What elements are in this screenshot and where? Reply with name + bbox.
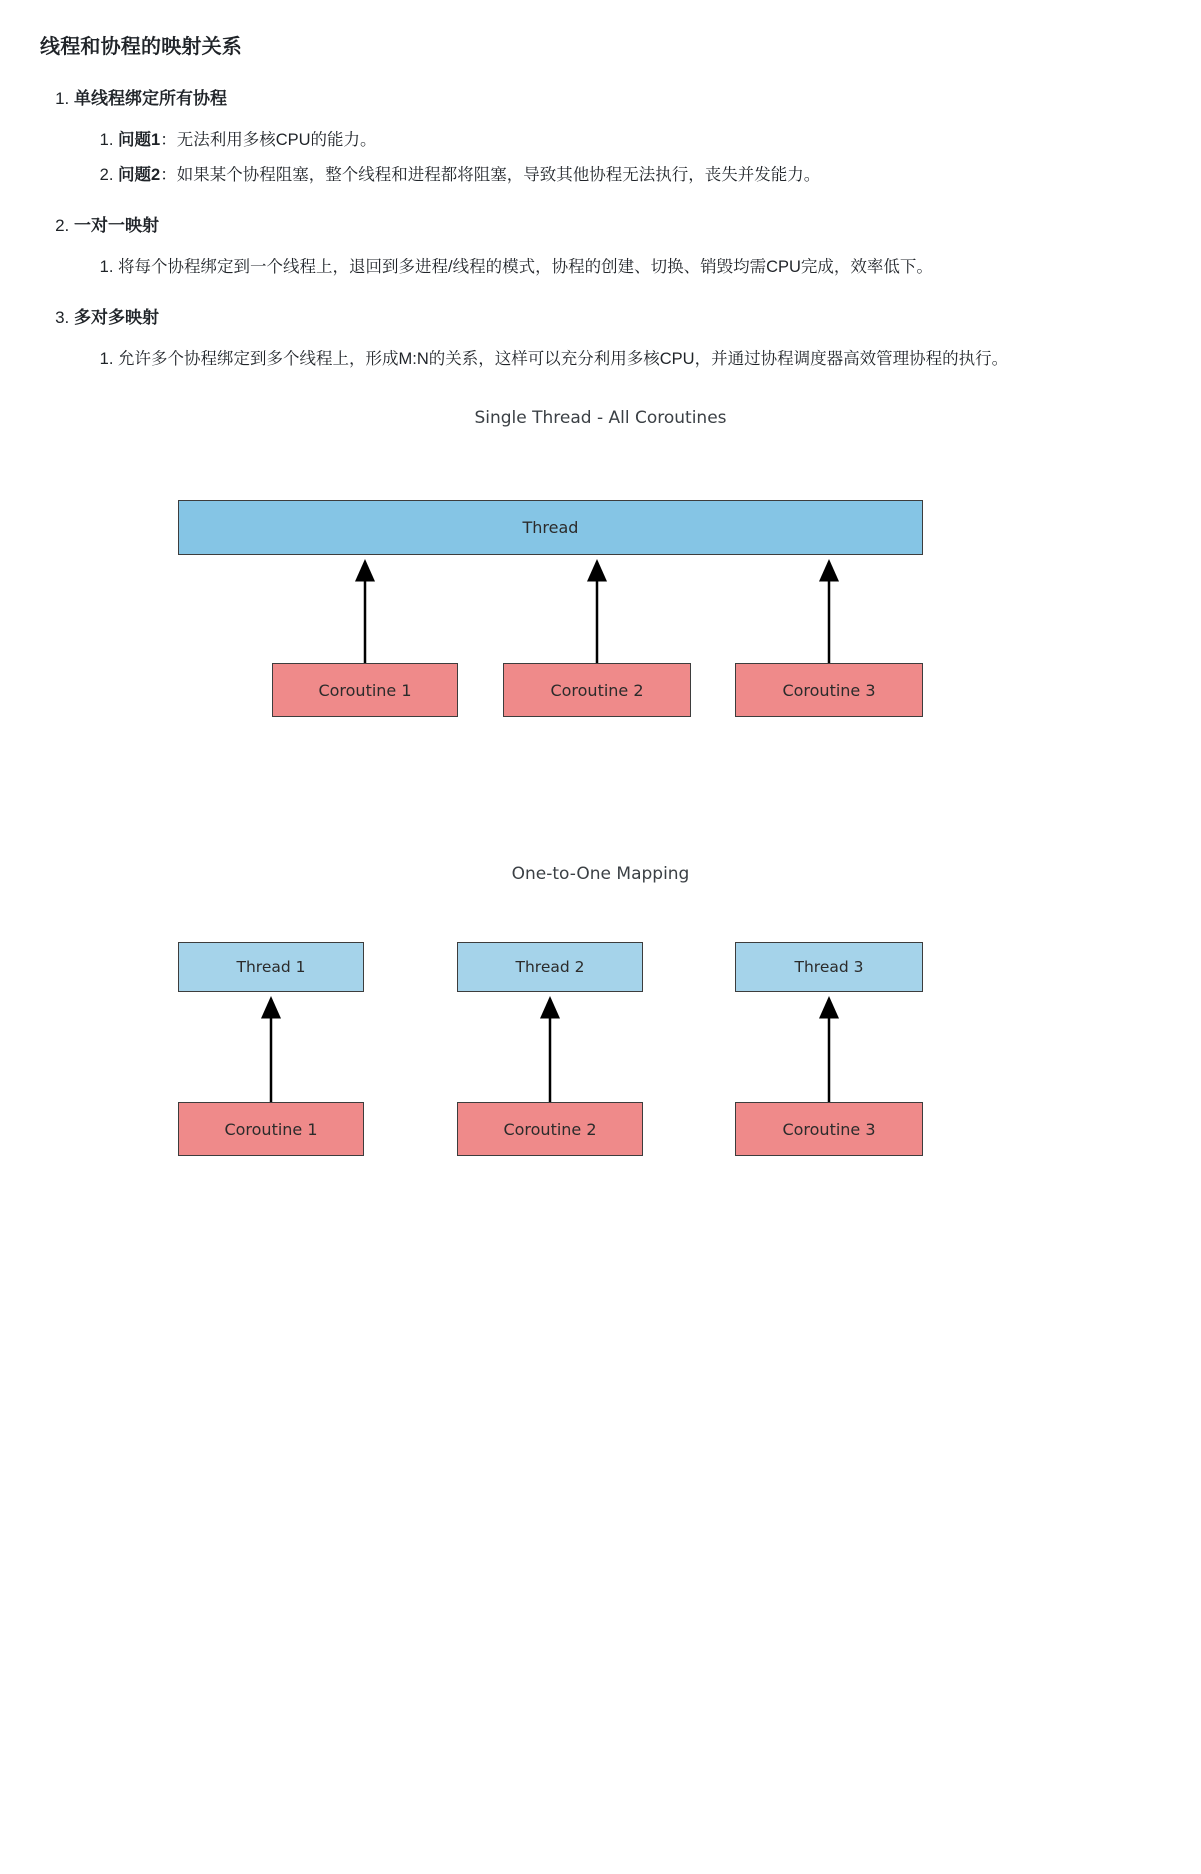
figure-caption: Single Thread - All Coroutines [474, 408, 727, 429]
diagram-one-to-one [40, 942, 1161, 1232]
coroutine-box-label: Coroutine 1 [224, 1119, 318, 1139]
thread-box-label: Thread 1 [236, 958, 306, 977]
coroutine-box-label: Coroutine 2 [503, 1119, 597, 1139]
sub-list-2 [74, 253, 1161, 282]
thread-box-label: Thread 2 [515, 958, 585, 977]
arrow-group [40, 942, 1161, 1232]
coroutine-box-2 [457, 1102, 643, 1156]
section-heading: 单线程绑定所有协程 [74, 89, 227, 108]
section-heading: 多对多映射 [74, 308, 159, 327]
coroutine-box-3 [735, 1102, 923, 1156]
outline-list [40, 85, 1161, 374]
item-text: 将每个协程绑定到一个线程上，退回到多进程/线程的模式，协程的创建、切换、销毁均需CPU完成，效率低下。 [118, 258, 933, 277]
section-heading: 一对一映射 [74, 215, 159, 235]
coroutine-box-2 [503, 663, 691, 717]
coroutine-box-label: Coroutine 2 [550, 680, 644, 700]
sub-list-1 [74, 126, 1161, 190]
coroutine-box-label: Coroutine 3 [782, 1119, 876, 1139]
coroutine-box-1 [178, 1102, 364, 1156]
coroutine-box-label: Coroutine 3 [782, 680, 876, 700]
item-text: ：无法利用多核CPU的能力。 [160, 131, 377, 150]
figure-one-to-one [40, 864, 1161, 1232]
item-text: ：如果某个协程阻塞，整个线程和进程都将阻塞，导致其他协程无法执行，丧失并发能力。 [160, 166, 821, 185]
item-text: 允许多个协程绑定到多个线程上，形成M:N的关系，这样可以充分利用多核CPU，并通过协程调度器高效管理协程的执行。 [118, 350, 1009, 369]
coroutine-box-3 [735, 663, 923, 717]
list-item [118, 345, 1161, 374]
item-label: 问题2 [118, 166, 161, 185]
outline-section-1 [74, 85, 1161, 190]
list-item [118, 126, 1161, 155]
coroutine-box-label: Coroutine 1 [318, 680, 412, 700]
list-item [118, 253, 1161, 282]
diagram-single-thread [40, 500, 1161, 830]
coroutine-box-1 [272, 663, 458, 717]
thread-box-label: Thread [522, 518, 579, 538]
thread-box-label: Thread 3 [794, 958, 864, 977]
list-item [118, 161, 1161, 190]
item-label: 问题1 [118, 131, 161, 150]
sub-list-3 [74, 345, 1161, 374]
page-title: 线程和协程的映射关系 [40, 36, 242, 58]
outline-section-2 [74, 212, 1161, 282]
outline-section-3 [74, 304, 1161, 374]
figure-single-thread [40, 408, 1161, 830]
figure-caption: One-to-One Mapping [511, 864, 690, 885]
